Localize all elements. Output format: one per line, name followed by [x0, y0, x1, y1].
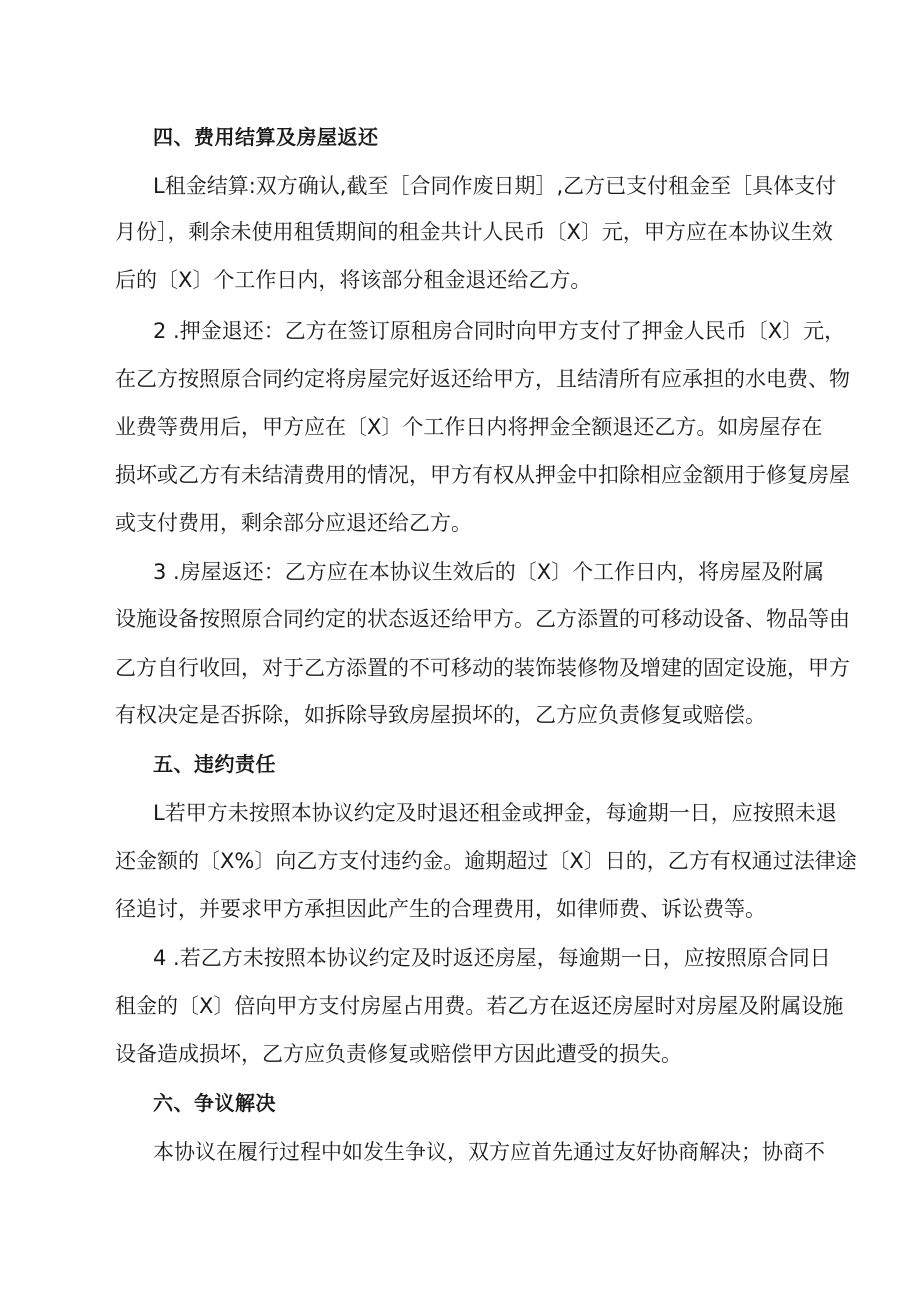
- house-return-line-2: 设施设备按照原合同约定的状态返还给甲方。乙方添置的可移动设备、物品等由: [115, 607, 850, 631]
- house-return-line-1: 3 .房屋返还：乙方应在本协议生效后的〔X〕个工作日内，将房屋及附属: [153, 560, 825, 584]
- deposit-refund-line-1: 2 .押金退还：乙方在签订原租房合同时向甲方支付了押金人民币〔X〕元，: [153, 319, 846, 343]
- landlord-breach-line-1: L若甲方未按照本协议约定及时退还租金或押金，每逾期一日，应按照未退: [153, 801, 837, 825]
- section-4-heading: 四、费用结算及房屋返还: [153, 125, 379, 149]
- section-6-heading: 六、争议解决: [153, 1091, 276, 1115]
- rent-settlement-line-1: L租金结算:双方确认,截至［合同作废日期］,乙方已支付租金至［具体支付: [153, 174, 837, 198]
- landlord-breach-line-3: 径追讨，并要求甲方承担因此产生的合理费用，如律师费、诉讼费等。: [115, 897, 766, 921]
- landlord-breach-line-2: 还金额的〔X%〕向乙方支付违约金。逾期超过〔X〕日的，乙方有权通过法律途: [115, 849, 857, 873]
- dispute-resolution-line-1: 本协议在履行过程中如发生争议，双方应首先通过友好协商解决；协商不: [153, 1140, 825, 1164]
- rent-settlement-line-2: 月份］，剩余未使用租赁期间的租金共计人民币〔X〕元，甲方应在本协议生效: [115, 220, 833, 244]
- tenant-breach-line-3: 设备造成损坏，乙方应负责修复或赔偿甲方因此遭受的损失。: [115, 1042, 682, 1066]
- tenant-breach-line-2: 租金的〔X〕倍向甲方支付房屋占用费。若乙方在返还房屋时对房屋及附属设施: [115, 994, 844, 1018]
- rent-settlement-line-3: 后的〔X〕个工作日内，将该部分租金退还给乙方。: [115, 268, 592, 292]
- deposit-refund-line-5: 或支付费用，剩余部分应退还给乙方。: [115, 511, 472, 535]
- house-return-line-4: 有权决定是否拆除，如拆除导致房屋损坏的，乙方应负责修复或赔偿。: [115, 703, 766, 727]
- deposit-refund-line-3: 业费等费用后，甲方应在〔X〕个工作日内将押金全额退还乙方。如房屋存在: [115, 415, 823, 439]
- section-5-heading: 五、违约责任: [153, 752, 276, 776]
- house-return-line-3: 乙方自行收回，对于乙方添置的不可移动的装饰装修物及增建的固定设施，甲方: [115, 656, 850, 680]
- deposit-refund-line-4: 损坏或乙方有未结清费用的情况，甲方有权从押金中扣除相应金额用于修复房屋: [115, 463, 850, 487]
- tenant-breach-line-1: 4 .若乙方未按照本协议约定及时返还房屋，每逾期一日，应按照原合同日: [153, 946, 831, 970]
- deposit-refund-line-2: 在乙方按照原合同约定将房屋完好返还给甲方，且结清所有应承担的水电费、物: [115, 367, 850, 391]
